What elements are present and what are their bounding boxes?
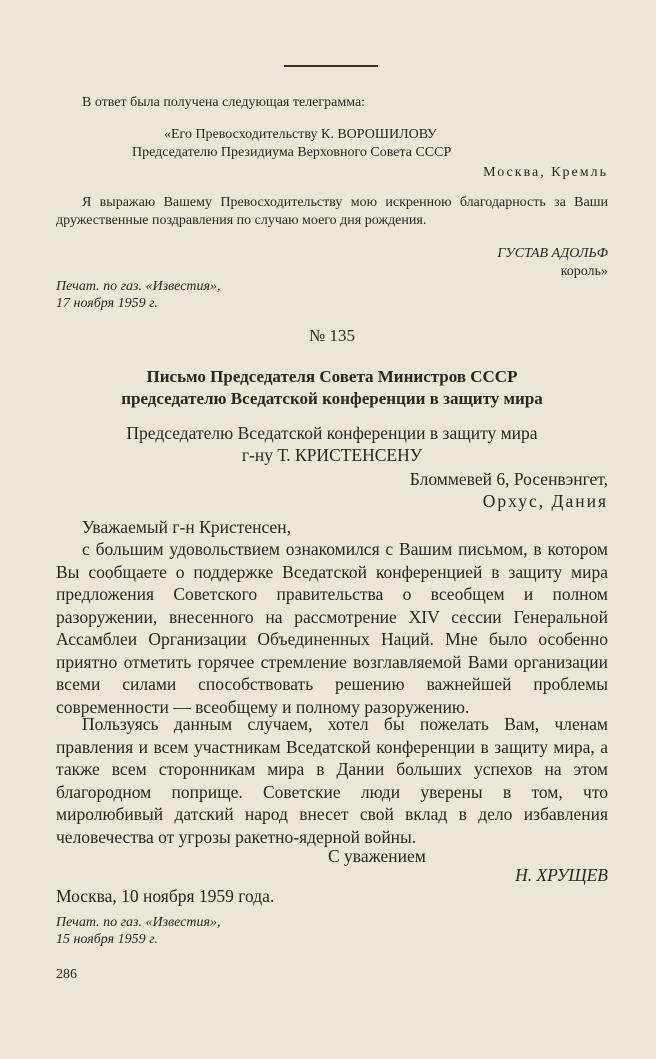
telegram-addressee-line2: Председателю Президиума Верховного Совета СССР: [132, 145, 452, 160]
page-number: 286: [56, 967, 77, 982]
address-line4: Орхус, Дания: [482, 491, 608, 511]
salutation: Уважаемый г-н Кристенсен,: [82, 517, 291, 537]
telegram-addressee-line1: «Его Превосходительству К. ВОРОШИЛОВУ: [164, 127, 437, 142]
address-line3: Бломмевей 6, Росенвэнгет,: [409, 469, 608, 489]
place-and-date: Москва, 10 ноября 1959 года.: [56, 886, 275, 906]
address-line1: Председателю Вседатской конференции в защиту мира: [126, 423, 538, 443]
letter-paragraph-1: с большим удовольствием ознакомился с Вашим письмом, в котором Вы сообщаете о поддержке Вседатской конференцией в защиту мира предложения Советского правительства о всеобщем и полном разоружении, внесенного на рассмотрение XIV сессии Генеральной Ассамблеи Организации Объединенных Наций. Мне было особенно приятно отметить горячее стремление возглавляемой Вами организации всеми силами способствовать решению важнейшей проблемы современности — всеобщему и полному разоружению.: [56, 539, 608, 717]
telegram-signature: ГУСТАВ АДОЛЬФ: [497, 246, 608, 261]
telegram-location: Москва, Кремль: [483, 165, 608, 180]
document-title-line1: Письмо Председателя Совета Министров СССР: [146, 367, 518, 386]
source-note-1-line2: 17 ноября 1959 г.: [56, 296, 158, 311]
top-divider: [284, 65, 378, 67]
signature: Н. ХРУЩЕВ: [515, 865, 608, 885]
source-note-2-line1: Печат. по газ. «Известия»,: [56, 915, 221, 930]
document-title-line2: председателю Вседатской конференции в защиту мира: [121, 389, 543, 408]
telegram-body: Я выражаю Вашему Превосходительству мою искренною благодарность за Ваши дружественные поздравления по случаю моего дня рождения.: [56, 195, 608, 228]
source-note-2-line2: 15 ноября 1959 г.: [56, 932, 158, 947]
document-number: № 135: [309, 326, 355, 345]
source-note-1-line1: Печат. по газ. «Известия»,: [56, 279, 221, 294]
letter-paragraph-2: Пользуясь данным случаем, хотел бы пожелать Вам, членам правления и всем участникам Вседатской конференции в защиту мира, а также всем сторонникам мира в Дании больших успехов на этом благородном поприще. Советские люди уверены в том, что миролюбивый датский народ внесет свой вклад в дело избавления человечества от угрозы ракетно-ядерной войны.: [56, 714, 608, 847]
telegram-signature-title: король»: [560, 264, 608, 279]
address-line2: г-ну Т. КРИСТЕНСЕНУ: [241, 445, 423, 465]
closing: С уважением: [328, 846, 426, 866]
intro-line: В ответ была получена следующая телеграмма:: [82, 95, 366, 110]
